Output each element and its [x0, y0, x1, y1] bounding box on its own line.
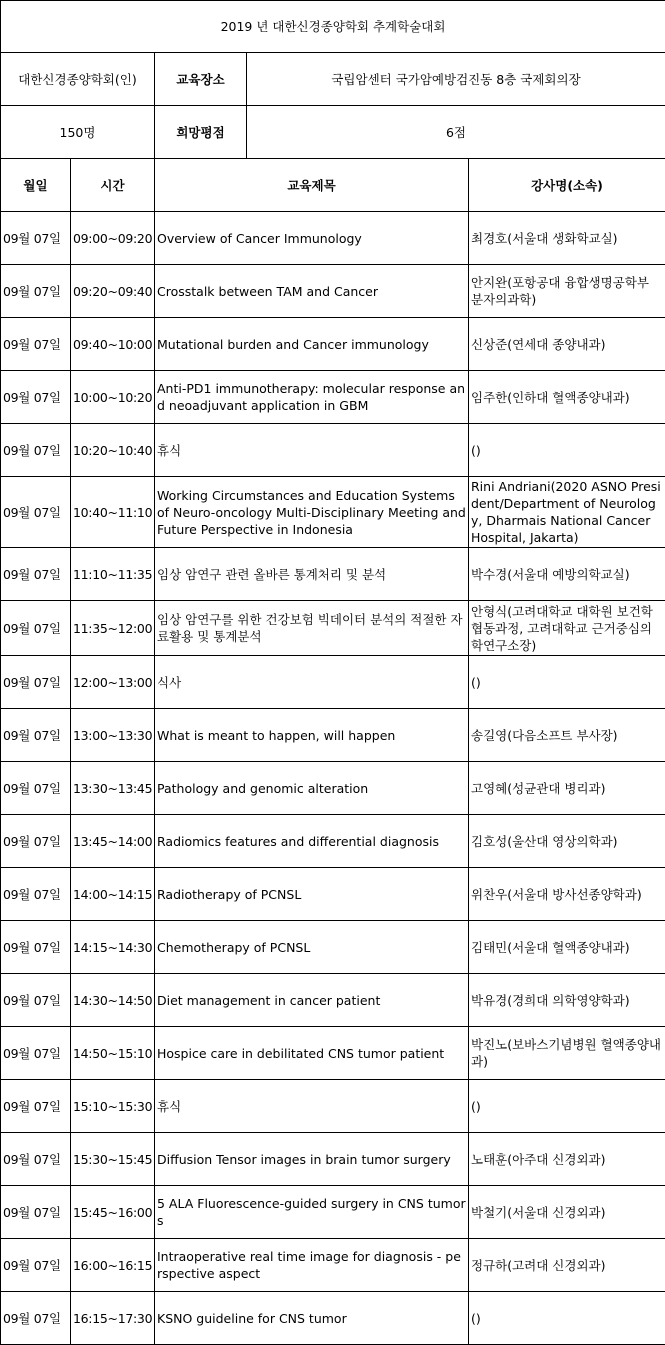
session-date: 09월 07일: [1, 601, 71, 656]
session-date: 09월 07일: [1, 1133, 71, 1186]
session-subject: Radiomics features and differential diagnosis: [155, 815, 469, 868]
session-row: [1, 477, 665, 548]
session-subject: 휴식: [155, 424, 469, 477]
session-date: 09월 07일: [1, 974, 71, 1027]
session-date: 09월 07일: [1, 1292, 71, 1345]
organizer-cell: 대한신경종양학회(인): [1, 53, 155, 106]
session-lecturer: 박진노(보바스기념병원 혈액종양내과): [469, 1027, 665, 1080]
session-lecturer: 박철기(서울대 신경외과): [469, 1186, 665, 1239]
session-date: 09월 07일: [1, 709, 71, 762]
session-time: 14:30~14:50: [71, 974, 155, 1027]
session-lecturer: 노태훈(아주대 신경외과): [469, 1133, 665, 1186]
session-subject: KSNO guideline for CNS tumor: [155, 1292, 469, 1345]
session-date: 09월 07일: [1, 265, 71, 318]
session-row: [1, 424, 665, 477]
session-subject: Overview of Cancer Immunology: [155, 212, 469, 265]
session-row: [1, 371, 665, 424]
session-row: [1, 974, 665, 1027]
session-lecturer: 박유경(경희대 의학영양학과): [469, 974, 665, 1027]
session-row: [1, 656, 665, 709]
session-date: 09월 07일: [1, 868, 71, 921]
session-date: 09월 07일: [1, 1239, 71, 1292]
session-row: [1, 1292, 665, 1345]
session-subject: Chemotherapy of PCNSL: [155, 921, 469, 974]
session-time: 14:50~15:10: [71, 1027, 155, 1080]
venue-label: 교육장소: [155, 53, 247, 106]
session-subject: 임상 암연구를 위한 건강보험 빅데이터 분석의 적절한 자료활용 및 통계분석: [155, 601, 469, 656]
session-subject: Intraoperative real time image for diagnosis - perspective aspect: [155, 1239, 469, 1292]
session-time: 11:10~11:35: [71, 548, 155, 601]
session-subject: 임상 암연구 관련 올바른 통계처리 및 분석: [155, 548, 469, 601]
session-row: [1, 921, 665, 974]
session-lecturer: 김태민(서울대 혈액종양내과): [469, 921, 665, 974]
session-time: 14:15~14:30: [71, 921, 155, 974]
venue-value: 국립암센터 국가암예방검진동 8층 국제회의장: [247, 53, 665, 106]
session-lecturer: 안형식(고려대학교 대학원 보건학 협동과정, 고려대학교 근거중심의학연구소장): [469, 601, 665, 656]
session-time: 11:35~12:00: [71, 601, 155, 656]
session-time: 13:00~13:30: [71, 709, 155, 762]
session-date: 09월 07일: [1, 477, 71, 548]
session-row: [1, 601, 665, 656]
session-subject: Radiotherapy of PCNSL: [155, 868, 469, 921]
session-lecturer: 고영혜(성균관대 병리과): [469, 762, 665, 815]
session-date: 09월 07일: [1, 318, 71, 371]
capacity-row: [1, 106, 665, 159]
session-subject: 식사: [155, 656, 469, 709]
session-lecturer: 안지완(포항공대 융합생명공학부 분자의과학): [469, 265, 665, 318]
session-time: 15:10~15:30: [71, 1080, 155, 1133]
session-row: [1, 1133, 665, 1186]
session-lecturer: 최경호(서울대 생화학교실): [469, 212, 665, 265]
session-time: 13:45~14:00: [71, 815, 155, 868]
session-time: 09:20~09:40: [71, 265, 155, 318]
session-date: 09월 07일: [1, 371, 71, 424]
capacity-cell: 150명: [1, 106, 155, 159]
session-lecturer: 정규하(고려대 신경외과): [469, 1239, 665, 1292]
session-subject: 5 ALA Fluorescence-guided surgery in CNS tumors: [155, 1186, 469, 1239]
score-label: 희망평점: [155, 106, 247, 159]
session-time: 12:00~13:00: [71, 656, 155, 709]
session-date: 09월 07일: [1, 1027, 71, 1080]
session-time: 09:00~09:20: [71, 212, 155, 265]
session-row: [1, 212, 665, 265]
session-date: 09월 07일: [1, 656, 71, 709]
venue-row: [1, 53, 665, 106]
schedule-body: [1, 1, 665, 1345]
session-time: 10:00~10:20: [71, 371, 155, 424]
session-date: 09월 07일: [1, 1186, 71, 1239]
session-row: [1, 1080, 665, 1133]
session-row: [1, 1239, 665, 1292]
session-lecturer: (): [469, 656, 665, 709]
header-subject: 교육제목: [155, 159, 469, 212]
session-lecturer: 임주한(인하대 혈액종양내과): [469, 371, 665, 424]
score-value: 6점: [247, 106, 665, 159]
session-subject: Crosstalk between TAM and Cancer: [155, 265, 469, 318]
session-lecturer: (): [469, 1292, 665, 1345]
header-date: 월일: [1, 159, 71, 212]
session-time: 15:45~16:00: [71, 1186, 155, 1239]
session-date: 09월 07일: [1, 548, 71, 601]
session-subject: Hospice care in debilitated CNS tumor patient: [155, 1027, 469, 1080]
session-lecturer: Rini Andriani(2020 ASNO President/Department of Neurology, Dharmais National Cancer Hospital, Jakarta): [469, 477, 665, 548]
session-subject: Anti-PD1 immunotherapy: molecular response and neoadjuvant application in GBM: [155, 371, 469, 424]
session-subject: Mutational burden and Cancer immunology: [155, 318, 469, 371]
session-date: 09월 07일: [1, 762, 71, 815]
session-lecturer: 김호성(울산대 영상의학과): [469, 815, 665, 868]
session-subject: What is meant to happen, will happen: [155, 709, 469, 762]
header-time: 시간: [71, 159, 155, 212]
session-time: 16:15~17:30: [71, 1292, 155, 1345]
session-row: [1, 318, 665, 371]
session-date: 09월 07일: [1, 424, 71, 477]
session-row: [1, 548, 665, 601]
session-lecturer: (): [469, 424, 665, 477]
session-lecturer: 위찬우(서울대 방사선종양학과): [469, 868, 665, 921]
session-time: 13:30~13:45: [71, 762, 155, 815]
session-row: [1, 709, 665, 762]
session-time: 10:20~10:40: [71, 424, 155, 477]
session-row: [1, 1027, 665, 1080]
session-row: [1, 762, 665, 815]
session-lecturer: (): [469, 1080, 665, 1133]
session-time: 09:40~10:00: [71, 318, 155, 371]
session-date: 09월 07일: [1, 1080, 71, 1133]
session-subject: Working Circumstances and Education Systems of Neuro-oncology Multi-Disciplinary Meeting and Future Perspective in Indonesia: [155, 477, 469, 548]
session-date: 09월 07일: [1, 815, 71, 868]
session-row: [1, 1186, 665, 1239]
session-date: 09월 07일: [1, 212, 71, 265]
session-lecturer: 신상준(연세대 종양내과): [469, 318, 665, 371]
session-time: 15:30~15:45: [71, 1133, 155, 1186]
title-row: [1, 1, 665, 53]
session-date: 09월 07일: [1, 921, 71, 974]
session-subject: Diffusion Tensor images in brain tumor surgery: [155, 1133, 469, 1186]
session-subject: Pathology and genomic alteration: [155, 762, 469, 815]
session-lecturer: 송길영(다음소프트 부사장): [469, 709, 665, 762]
session-time: 14:00~14:15: [71, 868, 155, 921]
event-title: 2019 년 대한신경종양학회 추계학술대회: [1, 1, 665, 53]
session-lecturer: 박수경(서울대 예방의학교실): [469, 548, 665, 601]
header-lecturer: 강사명(소속): [469, 159, 665, 212]
session-row: [1, 815, 665, 868]
session-time: 16:00~16:15: [71, 1239, 155, 1292]
header-row: [1, 159, 665, 212]
session-subject: 휴식: [155, 1080, 469, 1133]
session-row: [1, 265, 665, 318]
session-subject: Diet management in cancer patient: [155, 974, 469, 1027]
session-time: 10:40~11:10: [71, 477, 155, 548]
session-row: [1, 868, 665, 921]
